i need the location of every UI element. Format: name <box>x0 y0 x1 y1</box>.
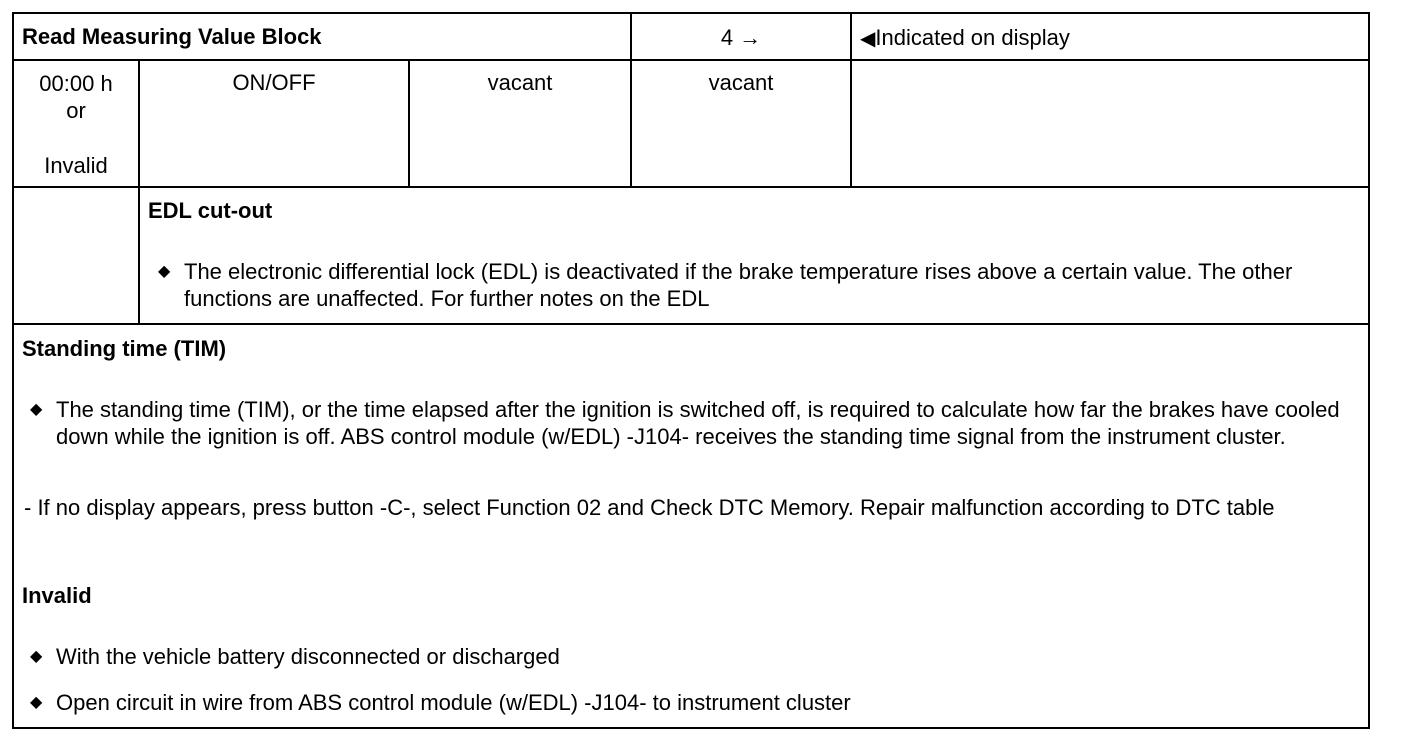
row-divider <box>14 323 1368 325</box>
standing-time-bullet-text: The standing time (TIM), or the time elapsed after the ignition is switched off, is required to calculate how far the brakes have cooled down while the ignition is off. ABS control module (w/EDL) -J104- receives the standing time signal from the instrument cluster. <box>56 397 1340 449</box>
display-field-1 <box>14 70 138 179</box>
standing-time-instruction: - If no display appears, press button -C-, select Function 02 and Check DTC Memory. Repair malfunction according to DTC table <box>24 495 1275 520</box>
invalid-bullet-item <box>30 689 1360 716</box>
invalid-bullet-text: With the vehicle battery disconnected or discharged <box>56 644 560 669</box>
display-field-4: vacant <box>708 70 774 95</box>
measuring-value-table <box>12 12 1370 729</box>
left-triangle-icon: ◀ <box>860 28 876 50</box>
edl-bullet-text: The electronic differential lock (EDL) is deactivated if the brake temperature rises above a certain value. The other functions are unaffected. For further notes on the EDL <box>184 259 1293 311</box>
field1-value: 00:00 h <box>39 71 113 96</box>
block-title: Read Measuring Value Block <box>22 24 322 49</box>
display-field-2: ON/OFF <box>232 70 316 95</box>
display-field-3: vacant <box>487 70 553 95</box>
edl-bullet-item <box>158 258 1358 312</box>
field1-or: or <box>66 98 86 123</box>
diamond-bullet-icon: ◆ <box>30 694 43 711</box>
invalid-heading: Invalid <box>22 583 92 608</box>
row-divider <box>14 186 1368 188</box>
display-group-number: 4 → <box>720 25 762 50</box>
row-divider <box>14 59 1368 61</box>
display-indicator <box>860 25 1070 51</box>
diamond-bullet-icon: ◆ <box>158 263 171 280</box>
standing-time-heading: Standing time (TIM) <box>22 336 227 361</box>
diamond-bullet-icon: ◆ <box>30 648 43 665</box>
invalid-bullet-text: Open circuit in wire from ABS control module (w/EDL) -J104- to instrument cluster <box>56 690 851 715</box>
invalid-bullet-item <box>30 643 1360 670</box>
standing-time-bullet-item <box>30 396 1360 450</box>
edl-heading: EDL cut-out <box>148 198 273 223</box>
diamond-bullet-icon: ◆ <box>30 401 43 418</box>
column-divider <box>138 59 140 325</box>
field1-invalid: Invalid <box>44 153 108 178</box>
column-divider <box>850 14 852 188</box>
indicator-label: Indicated on display <box>875 25 1070 50</box>
